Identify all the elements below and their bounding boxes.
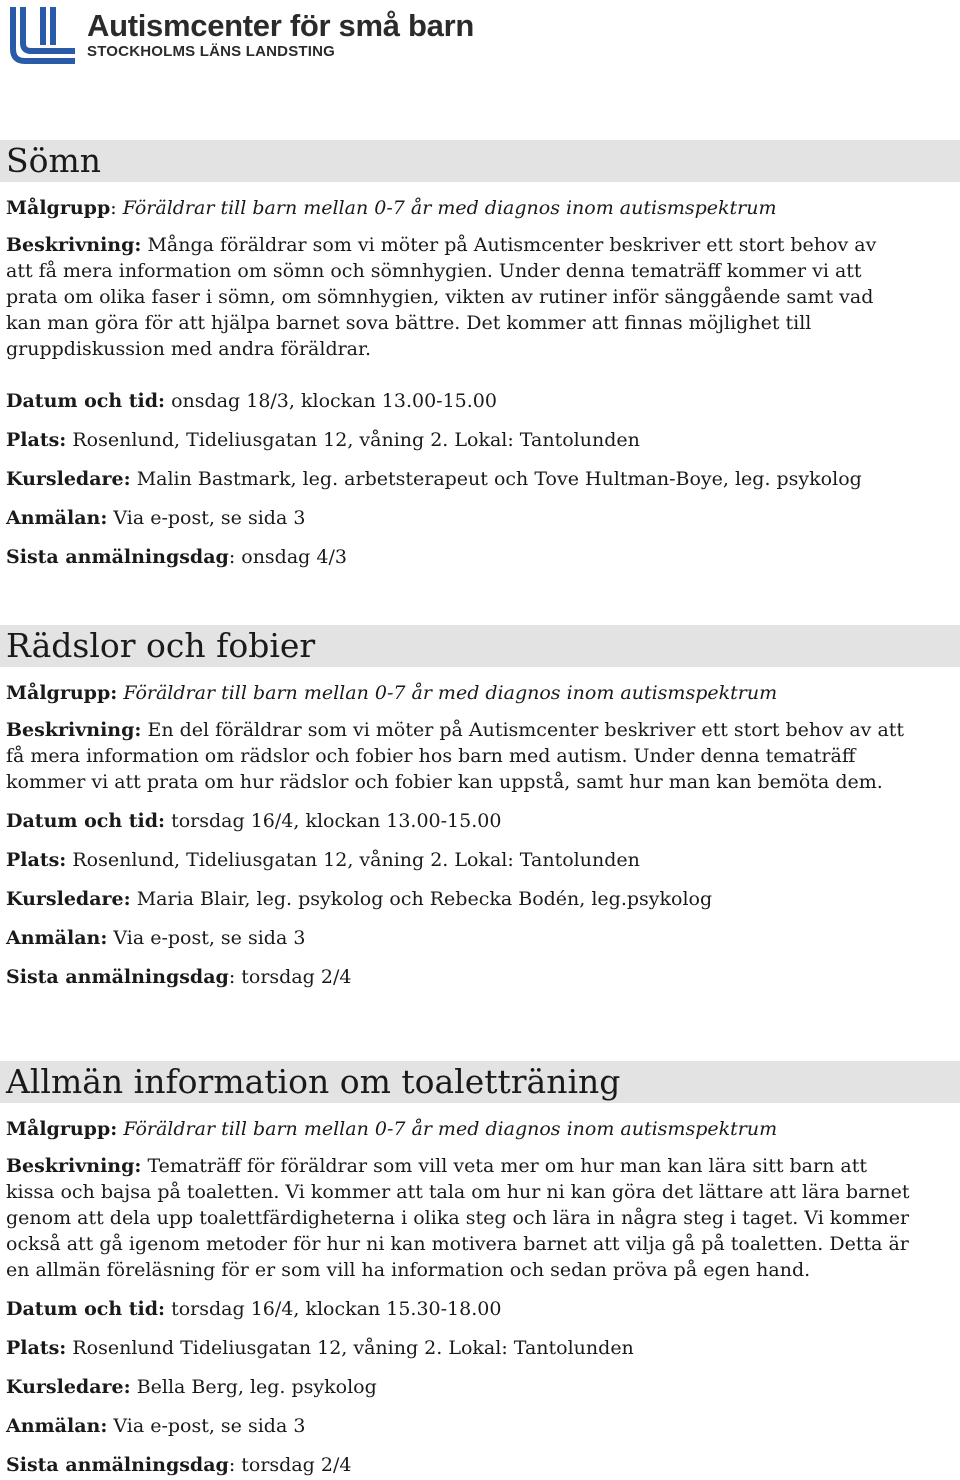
plats-row xyxy=(0,1335,960,1361)
beskrivning-label: Beskrivning: xyxy=(6,234,142,256)
anmalan-value: Via e-post, se sida 3 xyxy=(113,1415,306,1437)
sista-value: : onsdag 4/3 xyxy=(228,546,347,568)
malgrupp-row xyxy=(0,1116,960,1142)
datum-value: torsdag 16/4, klockan 13.00-15.00 xyxy=(171,810,502,832)
beskrivning-line: kommer vi att prata om hur rädslor och fobier kan uppstå, samt hur man kan bemöta dem. xyxy=(6,771,883,793)
sista-row xyxy=(0,1452,960,1478)
beskrivning-line: en allmän föreläsning för er som vill ha information och sedan pröva på egen hand. xyxy=(6,1259,811,1281)
section-header xyxy=(0,140,960,182)
datum-row xyxy=(0,808,960,834)
plats-label: Plats: xyxy=(6,849,67,871)
malgrupp-label: Målgrupp xyxy=(6,197,111,219)
section-somn xyxy=(0,140,960,570)
section-radslor xyxy=(0,625,960,990)
plats-row xyxy=(0,847,960,873)
datum-row xyxy=(0,388,960,414)
beskrivning-line: också att gå igenom metoder för hur ni kan motivera barnet att vilja gå på toaletten. Detta är xyxy=(6,1233,909,1255)
malgrupp-value: Föräldrar till barn mellan 0-7 år med diagnos inom autismspektrum xyxy=(123,1118,778,1140)
logo-subtitle: STOCKHOLMS LÄNS LANDSTING xyxy=(87,43,336,60)
section-title: Rädslor och fobier xyxy=(6,626,316,665)
sista-label: Sista anmälningsdag xyxy=(6,1454,229,1476)
kursledare-label: Kursledare: xyxy=(6,468,131,490)
beskrivning-line: En del föräldrar som vi möter på Autismcenter beskriver ett stort behov av att xyxy=(147,719,905,741)
beskrivning-line: genom att dela upp toalettfärdigheterna i olika steg och lära in några steg i taget. Vi kommer xyxy=(6,1207,910,1229)
malgrupp-label: Målgrupp: xyxy=(6,1118,118,1140)
malgrupp-row xyxy=(0,680,960,706)
beskrivning-line: prata om olika faser i sömn, om sömnhygien, vikten av rutiner inför sänggående samt vad xyxy=(6,286,874,308)
kursledare-label: Kursledare: xyxy=(6,888,131,910)
kursledare-value: Maria Blair, leg. psykolog och Rebecka Bodén, leg.psykolog xyxy=(136,888,713,910)
datum-value: onsdag 18/3, klockan 13.00-15.00 xyxy=(171,390,497,412)
datum-row xyxy=(0,1296,960,1322)
anmalan-row xyxy=(0,925,960,951)
beskrivning-line: få mera information om rädslor och fobier hos barn med autism. Under denna tematräff xyxy=(6,745,856,767)
section-header xyxy=(0,1061,960,1103)
anmalan-value: Via e-post, se sida 3 xyxy=(113,507,306,529)
kursledare-row xyxy=(0,466,960,492)
beskrivning-paragraph xyxy=(0,1153,960,1283)
sista-label: Sista anmälningsdag xyxy=(6,966,229,988)
beskrivning-line: Många föräldrar som vi möter på Autismcenter beskriver ett stort behov av xyxy=(147,234,877,256)
malgrupp-value: Föräldrar till barn mellan 0-7 år med diagnos inom autismspektrum xyxy=(122,197,777,219)
beskrivning-line: att få mera information om sömn och sömnhygien. Under denna tematräff kommer vi att xyxy=(6,260,862,282)
anmalan-label: Anmälan: xyxy=(6,507,108,529)
beskrivning-paragraph xyxy=(0,232,960,362)
anmalan-label: Anmälan: xyxy=(6,1415,108,1437)
malgrupp-separator: : xyxy=(110,197,123,219)
plats-row xyxy=(0,427,960,453)
anmalan-value: Via e-post, se sida 3 xyxy=(113,927,306,949)
anmalan-label: Anmälan: xyxy=(6,927,108,949)
landsting-logo-icon xyxy=(5,5,79,65)
sista-value: : torsdag 2/4 xyxy=(228,1454,352,1476)
kursledare-value: Malin Bastmark, leg. arbetsterapeut och Tove Hultman-Boye, leg. psykolog xyxy=(136,468,862,490)
datum-label: Datum och tid: xyxy=(6,1298,166,1320)
malgrupp-row xyxy=(0,195,960,221)
malgrupp-label: Målgrupp: xyxy=(6,682,118,704)
anmalan-row xyxy=(0,1413,960,1439)
section-toalettraning xyxy=(0,1061,960,1478)
kursledare-row xyxy=(0,1374,960,1400)
datum-label: Datum och tid: xyxy=(6,390,166,412)
beskrivning-label: Beskrivning: xyxy=(6,1155,142,1177)
section-header xyxy=(0,625,960,667)
sista-row xyxy=(0,544,960,570)
section-title: Sömn xyxy=(6,141,102,180)
beskrivning-line: gruppdiskussion med andra föräldrar. xyxy=(6,338,372,360)
plats-value: Rosenlund, Tideliusgatan 12, våning 2. Lokal: Tantolunden xyxy=(72,429,640,451)
sista-value: : torsdag 2/4 xyxy=(228,966,352,988)
plats-label: Plats: xyxy=(6,429,67,451)
datum-label: Datum och tid: xyxy=(6,810,166,832)
plats-value: Rosenlund Tideliusgatan 12, våning 2. Lokal: Tantolunden xyxy=(72,1337,634,1359)
beskrivning-label: Beskrivning: xyxy=(6,719,142,741)
malgrupp-value: Föräldrar till barn mellan 0-7 år med diagnos inom autismspektrum xyxy=(123,682,778,704)
sista-label: Sista anmälningsdag xyxy=(6,546,229,568)
kursledare-row xyxy=(0,886,960,912)
plats-label: Plats: xyxy=(6,1337,67,1359)
section-title: Allmän information om toaletträning xyxy=(6,1062,621,1101)
plats-value: Rosenlund, Tideliusgatan 12, våning 2. Lokal: Tantolunden xyxy=(72,849,640,871)
beskrivning-paragraph xyxy=(0,717,960,795)
logo xyxy=(5,4,525,66)
beskrivning-line: kan man göra för att hjälpa barnet sova bättre. Det kommer att finnas möjlighet till xyxy=(6,312,812,334)
beskrivning-line: kissa och bajsa på toaletten. Vi kommer att tala om hur ni kan göra det lättare att lära barnet xyxy=(6,1181,910,1203)
datum-value: torsdag 16/4, klockan 15.30-18.00 xyxy=(171,1298,502,1320)
kursledare-value: Bella Berg, leg. psykolog xyxy=(136,1376,377,1398)
kursledare-label: Kursledare: xyxy=(6,1376,131,1398)
logo-title: Autismcenter för små barn xyxy=(87,8,474,43)
beskrivning-line: Tematräff för föräldrar som vill veta mer om hur man kan lära sitt barn att xyxy=(147,1155,867,1177)
sista-row xyxy=(0,964,960,990)
anmalan-row xyxy=(0,505,960,531)
